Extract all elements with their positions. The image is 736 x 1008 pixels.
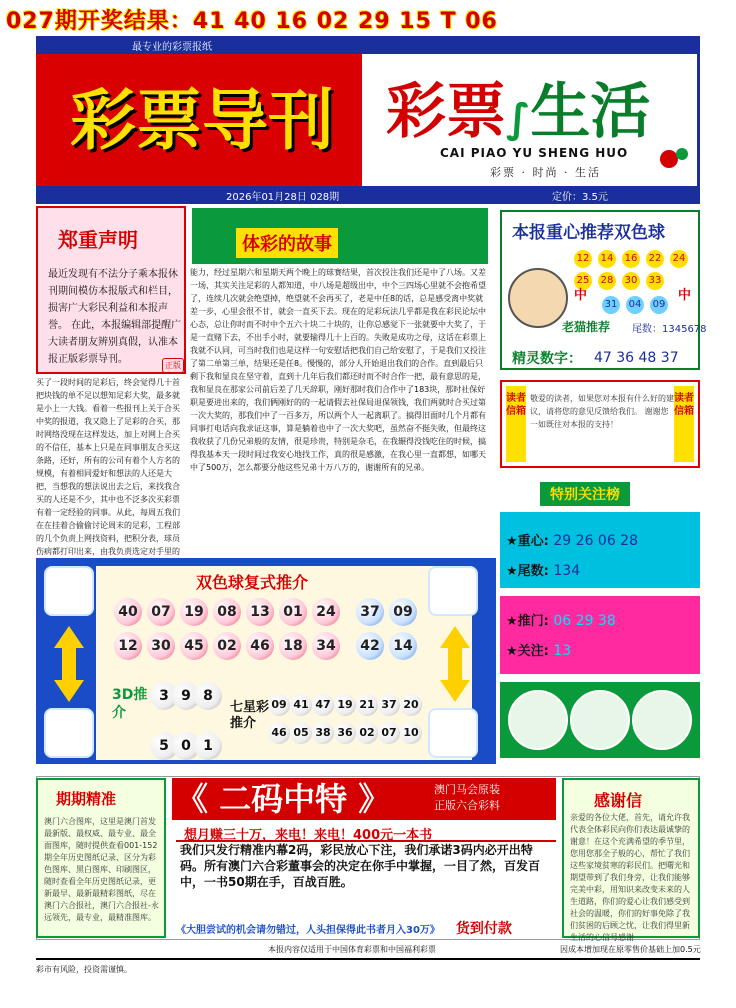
cat-label: 老猫推荐 xyxy=(562,320,611,334)
erma-side-1: 澳门马会原装 xyxy=(434,783,500,796)
rec-red-number: 24 xyxy=(670,250,688,268)
label-3d xyxy=(112,686,148,722)
7star-ball: 37 xyxy=(378,694,400,716)
red-ball: 46 xyxy=(246,632,274,660)
letter-body: 敬爱的读者，如果您对本报有什么好的建议，请将您的意见反馈给我们。 谢谢您一如既往对本报的支持！ xyxy=(530,394,674,429)
rec-red-number: 25 xyxy=(574,272,592,290)
story-text: 能力，经过星期六和星期天两个晚上的球赛结果，首次投注我们还是中了八场。又差一场，其实关注足彩的人都知道，中八场是超级出中，中个三四场心里就不会抱希望了，连续几次就会绝望掉，绝望就不会再买了，老是中任8的话，总是感受离中奖就差一步，心里会很不甘，就会一直买下去。现在的足彩玩法几乎都是我在彩民论坛中心态，总让你时而不时中个五六十块二十块的，让你总感觉下一张就要中大奖了，于是一直赌下去，不出手小时，就要输得几十上百的。失败是成功之母，这话在彩票上我就不认同，可当时我们也是这样一句安慰话把我们自己给安慰了，于是我们又投注了第二单第三单，结果还是任8。慢慢的，部分人开始退出我们的合作。直到最后只剩下我和显良在坚守着，直到十几年后我们都还时而不时合作一把，最有意思的是，我和显良在那家公司前后差了几天辞职，刚好那时我们合作中了183块，那时社保好职是要进出来的，我们俩刚好的的一起请假去社保局退保领钱，我们两就时合买过第一次大奖的，那我们中了一百多万，所以两个人一起离职了。搞得旧面时几个月都有同事打电话向我求证这事，算是躺着也中了一次大奖吧，虽然奋不挺失败，但最终这我收获了几份兄弟般的友情，很是珍贵，特别是杂毛，在我辗得没钱吃住的时候，搞得我基本天一段时间过我安心地找工作，真的很是感激，在我心里一直都想，如哪天中了500万，怎么都要分他这些兄弟十万八万的，谢谢所有的兄弟。 xyxy=(190,268,486,472)
push-value: 06 29 38 xyxy=(553,613,616,629)
7star-ball: 21 xyxy=(356,694,378,716)
footer-right: 因成本增加现在原零售价基础上加0.5元 xyxy=(560,945,701,954)
rec-red-number: 12 xyxy=(574,250,592,268)
footer-line xyxy=(36,958,700,960)
center-row xyxy=(506,530,638,549)
erma-body: 我们只发行精准内幕2码，彩民放心下注，我们承诺3码内必开出特码。所有澳门六合彩董事会的决定在你手中掌握，一目了然，百发百中，一书50期在手，百战百胜。 xyxy=(180,843,541,889)
rec-blue-number: 09 xyxy=(650,296,668,314)
note-value: 13 xyxy=(553,643,572,659)
rec-blue-number: 04 xyxy=(626,296,644,314)
red-ball: 45 xyxy=(180,632,208,660)
tail-label: ★尾数: xyxy=(506,564,549,579)
attention-header xyxy=(500,476,700,510)
note-label: ★关注: xyxy=(506,644,549,659)
red-ball: 18 xyxy=(279,632,307,660)
dot-decoration xyxy=(676,148,688,160)
7star-ball: 36 xyxy=(334,722,356,744)
footer-center: 本报内容仅适用于中国体育彩票和中国福利彩票 xyxy=(268,945,436,954)
goat-icon xyxy=(508,690,568,750)
rec-red-number: 14 xyxy=(598,250,616,268)
red-ball: 01 xyxy=(279,598,307,626)
rec-red-number: 30 xyxy=(622,272,640,290)
life-title-b: 生活 xyxy=(530,77,651,147)
story-header xyxy=(190,206,490,266)
blue-ball: 37 xyxy=(356,598,384,626)
3d-ball: 0 xyxy=(172,732,200,760)
note-row xyxy=(506,640,571,659)
masthead-topbar xyxy=(36,36,700,54)
swoosh-icon: ∫ xyxy=(506,96,531,142)
center-label: ★重心: xyxy=(506,534,549,549)
zhong-right: 中 xyxy=(678,288,692,303)
life-title-a: 彩票 xyxy=(386,77,506,147)
erma-title: 《 二码中特 》 xyxy=(176,780,391,818)
red-ball: 30 xyxy=(147,632,175,660)
rec-blue-number: 31 xyxy=(602,296,620,314)
push-label: ★推门: xyxy=(506,614,549,629)
letter-side-right: 读者信箱 xyxy=(674,386,694,462)
red-ball: 34 xyxy=(312,632,340,660)
risk-notice: 彩市有风险，投资需谨慎。 xyxy=(36,965,132,974)
blue-ball: 42 xyxy=(356,632,384,660)
statement-title: 郑重声明 xyxy=(58,228,138,252)
7star-ball: 19 xyxy=(334,694,356,716)
story-title: 体彩的故事 xyxy=(236,228,338,258)
thanks-title: 感谢信 xyxy=(594,791,643,810)
elf-value: 47 36 48 37 xyxy=(594,350,679,366)
erma-side xyxy=(434,782,500,814)
3d-ball: 8 xyxy=(194,682,222,710)
tagline: 最专业的彩票报纸 xyxy=(132,42,212,53)
rat-icon xyxy=(44,708,94,758)
cat-number: 尾数：1345678 xyxy=(632,324,707,335)
erma-sub xyxy=(176,822,556,842)
statement-box xyxy=(36,206,186,374)
attention-teal xyxy=(500,512,700,588)
genuine-stamp: 正版 xyxy=(162,358,184,373)
accurate-title: 期期精准 xyxy=(56,790,117,808)
recommend-box xyxy=(500,210,707,370)
red-ball: 02 xyxy=(213,632,241,660)
red-ball: 13 xyxy=(246,598,274,626)
erma-tip xyxy=(176,918,560,938)
3d-ball: 1 xyxy=(194,732,222,760)
life-subtag: 彩票 · 时尚 · 生活 xyxy=(490,166,601,179)
7star-ball: 47 xyxy=(312,694,334,716)
red-ball: 08 xyxy=(213,598,241,626)
7star-ball: 05 xyxy=(290,722,312,744)
erma-tip-text: 《大胆尝试的机会请勿错过，人头担保得此书者月入30万》 xyxy=(176,925,440,936)
statement-body: 最近发现有不法分子乘本报休刊期间模仿本报版式和栏目，损害广大彩民利益和本报声誉。 在此，本报编辑部提醒广大读者朋友辨别真假，认准本报正版彩票导刊。 xyxy=(48,269,182,365)
goat-icon xyxy=(570,690,630,750)
newspaper-title: 彩票导刊 xyxy=(70,81,334,159)
red-ball: 24 xyxy=(312,598,340,626)
headline-text: 027期开奖结果：41 40 16 02 29 15 T 06 xyxy=(6,9,498,34)
date-bar xyxy=(36,186,700,204)
tail-value: 134 xyxy=(553,563,581,579)
thanks-box xyxy=(562,778,700,942)
blue-ball: 09 xyxy=(389,598,417,626)
up-down-arrow-icon xyxy=(54,626,84,702)
7star-ball: 46 xyxy=(268,722,290,744)
letter-side-left: 读者信箱 xyxy=(506,386,526,462)
elf-label: 精灵数字： xyxy=(512,351,582,367)
7star-ball: 41 xyxy=(290,694,312,716)
rabbit-icon xyxy=(428,566,478,616)
recommend-title: 本报重心推荐双色球 xyxy=(512,223,665,243)
red-ball: 12 xyxy=(114,632,142,660)
3d-ball: 3 xyxy=(150,682,178,710)
center-value: 29 26 06 28 xyxy=(553,533,638,549)
cat-icon xyxy=(508,268,568,328)
reader-letter xyxy=(500,380,700,468)
rooster-icon xyxy=(44,566,94,616)
label-3d-text: 3D推介 xyxy=(112,687,148,721)
life-title xyxy=(386,64,686,147)
blue-ball: 14 xyxy=(389,632,417,660)
7star-ball: 38 xyxy=(312,722,334,744)
accurate-body: 澳门六合图库，这里是澳门首发最新版、最权威、最专业、最全面图库，随时提供查看001-152期全年历史图纸记录、区分为彩色图库、黑白图库、印刷图区，随时查看全年历史图纸记录，更新最早、最新最精彩图纸，尽在澳门六合报社，澳门六合报社-永远领先，最专业，最精准图库。 xyxy=(44,817,159,922)
rec-red-number: 16 xyxy=(622,250,640,268)
left-column-text: 买了一段时间的足彩后，终会觉得几十首把块钱的单不足以想知足彩大奖，最多就是小上一大钱。看着一些报刊上关于合买中奖的报道，我又隐上了足彩的合买，那时网络没现在这样发达，加上对网上合买的不信任，基本上只是在同事朋友合买这条路，还好，所有的公司有着个人方名的规模，有着相同爱好和想法的人还是大把，当想我的想法说出去之后，来找我合买的人还是不少，其中也不泛多次买彩票有着一定经验的同事。从此，每周五我们在在挂着合偷偷讨论周末的足彩，工程部的几个负责上网找资料，把积分表，球员伤病都打印出来，由我负责选定对手里的 xyxy=(36,378,180,556)
erma-banner xyxy=(172,778,556,820)
label-7star xyxy=(230,700,270,732)
price: 定价：3.5元 xyxy=(552,192,608,203)
up-down-arrow-icon xyxy=(440,626,470,702)
fushi-title: 双色球复式推介 xyxy=(196,573,309,592)
thanks-body: 亲爱的各位大佬，首先，请允许我代表全体彩民向你们表达最诚挚的谢意！在这个充满希望的季节里，您用您那全子般的心，帮忙了我们这些家境贫寒的彩民们。把曙光和期望带到了我们身旁，让我们能够完美中彩，用知识来改变未来的人生道路，你们的爱心让我们感受到社会的温暖，你们的好事免除了我们贫困的后顾之忧，让我们得里新生活的心信号感谢 xyxy=(570,813,690,942)
rec-red-number: 22 xyxy=(646,250,664,268)
7star-ball: 07 xyxy=(378,722,400,744)
7star-ball: 09 xyxy=(268,694,290,716)
push-row xyxy=(506,610,616,629)
3d-ball: 9 xyxy=(172,682,200,710)
rec-red-number: 28 xyxy=(598,272,616,290)
accurate-box xyxy=(36,778,166,938)
erma-sub-text: 想月赚三十万，来电！来电！400元一本书 xyxy=(184,828,433,843)
attention-pink xyxy=(500,596,700,674)
draw-result-headline xyxy=(0,0,736,36)
rabbit-icon xyxy=(632,690,692,750)
life-pinyin: CAI PIAO YU SHENG HUO xyxy=(440,146,629,160)
cod-label: 货到付款 xyxy=(455,921,512,937)
red-ball: 07 xyxy=(147,598,175,626)
zodiac-strip xyxy=(500,682,700,758)
zhong-left: 中 xyxy=(574,288,588,303)
tail-row xyxy=(506,560,580,579)
erma-side-2: 正版六合彩料 xyxy=(434,799,500,812)
red-ball: 19 xyxy=(180,598,208,626)
rec-red-number: 33 xyxy=(646,272,664,290)
red-ball: 40 xyxy=(114,598,142,626)
attention-title: 特别关注榜 xyxy=(540,482,630,506)
3d-ball: 5 xyxy=(150,732,178,760)
rabbit-icon xyxy=(428,708,478,758)
label-7star-text: 七星彩推介 xyxy=(230,700,270,731)
7star-ball: 02 xyxy=(356,722,378,744)
issue-date: 2026年01月28日 028期 xyxy=(226,192,340,203)
7star-ball: 20 xyxy=(400,694,422,716)
7star-ball: 10 xyxy=(400,722,422,744)
